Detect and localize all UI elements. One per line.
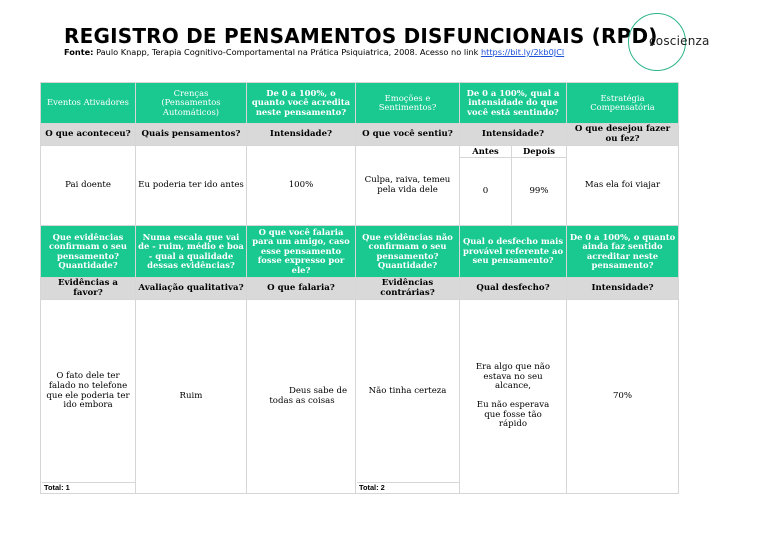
answer-friend-cell [247, 300, 356, 494]
logo: coscienza [649, 34, 710, 48]
header-evidence-for: Que evidências confirmam o seu pensamento? Quantidade? [41, 226, 136, 278]
section2-question-row [41, 278, 679, 300]
header-crencas-title: Crenças [173, 87, 209, 98]
question-intensity-belief: Intensidade? [247, 124, 356, 146]
answer-evidence-for-cell [41, 300, 136, 494]
source-label: Fonte: [64, 47, 94, 57]
section1-header-row [41, 83, 679, 124]
col-antes: Antes [460, 146, 512, 158]
question-what-felt: O que você sentiu? [356, 124, 460, 146]
answer-belief: Eu poderia ter ido antes [136, 146, 247, 226]
header-emocoes: Emoções e Sentimentos? [356, 83, 460, 124]
section1-question-row [41, 124, 679, 146]
answer-after: 99% [512, 158, 567, 226]
question-what-happened: O que aconteceu? [41, 124, 136, 146]
question-quality: Avaliação qualitativa? [136, 278, 247, 300]
header-evidence-against: Que evidências não confirmam o seu pensamento? Quantidade? [356, 226, 460, 278]
answer-friend: Deus sabe de todas as coisas [269, 385, 348, 406]
answer-emotions: Culpa, raiva, temeu pela vida dele [356, 146, 460, 226]
answer-final-intensity: 70% [567, 300, 679, 494]
question-which-thoughts: Quais pensamentos? [136, 124, 247, 146]
page-title: REGISTRO DE PENSAMENTOS DISFUNCIONAIS (RPD) [64, 24, 658, 48]
header-belief-intensity: De 0 a 100%, o quanto você acredita neste pensamento? [247, 83, 356, 124]
header-eventos: Eventos Ativadores [41, 83, 136, 124]
header-quality: Numa escala que vai de - ruim, médio e boa - qual a qualidade dessas evidências? [136, 226, 247, 278]
answer-outcome-cell [460, 300, 567, 494]
answer-event: Pai doente [41, 146, 136, 226]
header-estrategia: Estratégia Compensatória [567, 83, 679, 124]
answer-quality: Ruim [136, 300, 247, 494]
source-line [64, 47, 564, 57]
rpd-table [40, 82, 679, 494]
answer-outcome-line2: Eu não esperava que fosse tão rápido [476, 400, 550, 430]
answer-evidence-against-cell [356, 300, 460, 494]
question-evidence-for: Evidências a favor? [41, 278, 136, 300]
answer-outcome-line1: Era algo que não estava no seu alcance, [475, 362, 551, 392]
answer-before: 0 [460, 158, 512, 226]
section2-header-row [41, 226, 679, 278]
answer-evidence-against: Não tinha certeza [368, 385, 447, 396]
answer-belief-intensity: 100% [247, 146, 356, 226]
header-crencas [136, 83, 247, 124]
question-final-intensity: Intensidade? [567, 278, 679, 300]
question-what-did: O que desejou fazer ou fez? [567, 124, 679, 146]
question-intensity-emotion: Intensidade? [460, 124, 567, 146]
header-friend: O que você falaria para um amigo, caso esse pensamento fosse expresso por ele? [247, 226, 356, 278]
source-link[interactable]: https://bit.ly/2kb0JCl [480, 47, 565, 57]
col-depois: Depois [512, 146, 567, 158]
header-final-intensity: De 0 a 100%, o quanto ainda faz sentido acreditar neste pensamento? [567, 226, 679, 278]
header-outcome: Qual o desfecho mais provável referente ao seu pensamento? [460, 226, 567, 278]
section1-answer-row-a [41, 146, 679, 158]
source-text: Paulo Knapp, Terapia Cognitivo-Comportamental na Prática Psiquiatrica, 2008. Acesso no link [96, 47, 479, 57]
header-emotion-intensity: De 0 a 100%, qual a intensidade do que você está sentindo? [460, 83, 567, 124]
section2-answer-row [41, 300, 679, 494]
question-friend: O que falaria? [247, 278, 356, 300]
answer-evidence-for: O fato dele ter falado no telefone que ele poderia ter ido embora [46, 371, 130, 411]
evidence-for-total: Total: 1 [42, 482, 136, 493]
evidence-against-total: Total: 2 [357, 482, 460, 493]
answer-strategy: Mas ela foi viajar [567, 146, 679, 226]
question-outcome: Qual desfecho? [460, 278, 567, 300]
header-crencas-sub: (Pensamentos Automáticos) [161, 97, 221, 117]
question-evidence-against: Evidências contrárias? [356, 278, 460, 300]
